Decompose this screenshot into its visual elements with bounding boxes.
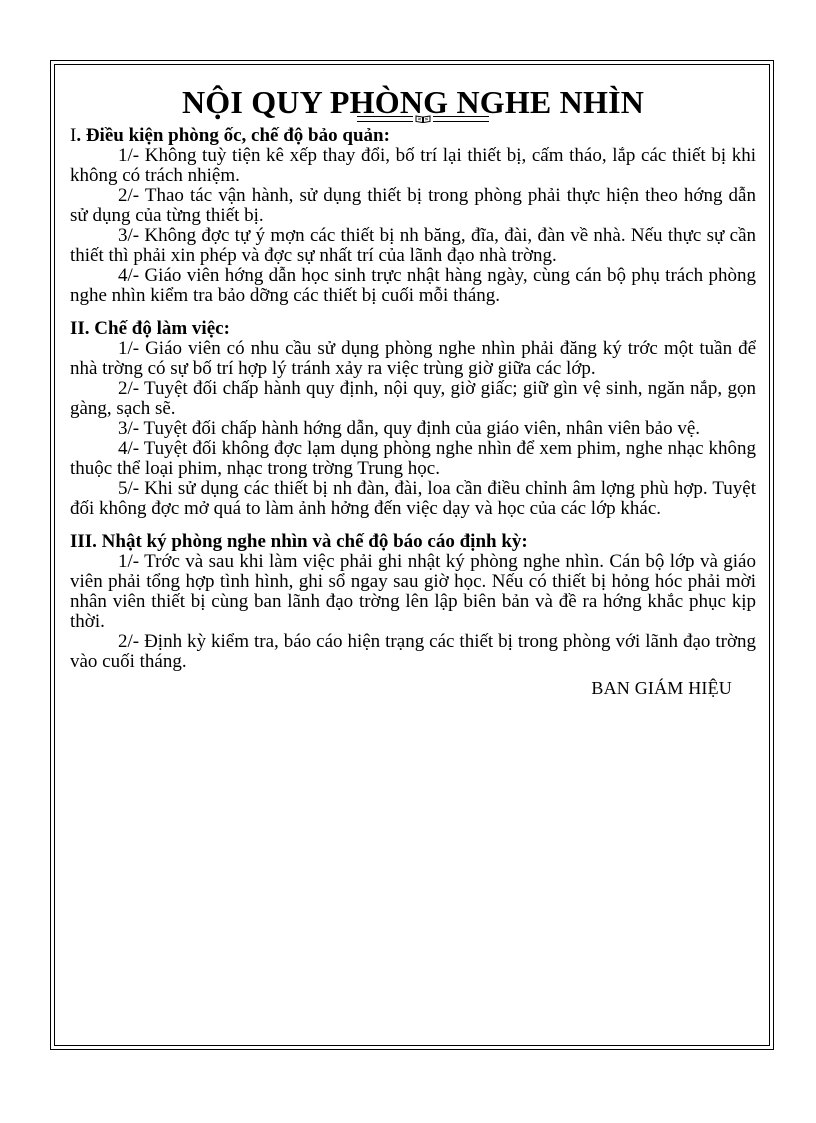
section-1-item-2: 2/- Thao tác vận hành, sử dụng thiết bị trong phòng phải thực hiện theo hớng dẫn sử dụng của từng thiết bị. (70, 185, 756, 226)
section-1-heading (70, 126, 756, 146)
section-3-heading: III. Nhật ký phòng nghe nhìn và chế độ báo cáo định kỳ: (70, 531, 528, 552)
section-1-item-1: 1/- Không tuỳ tiện kê xếp thay đổi, bố trí lại thiết bị, cấm tháo, lắp các thiết bị khi không có trách nhiệm. (70, 145, 756, 186)
ornament-line-left (357, 116, 413, 122)
section-1-item-4: 4/- Giáo viên hớng dẫn học sinh trực nhật hàng ngày, cùng cán bộ phụ trách phòng nghe nhìn kiểm tra bảo dỡng các thiết bị cuối mỗi tháng. (70, 265, 756, 306)
section-1-roman: I (70, 125, 77, 146)
document-title: NỘI QUY PHÒNG NGHE NHÌN (181, 84, 645, 120)
section-2-item-1: 1/- Giáo viên có nhu cầu sử dụng phòng nghe nhìn phải đăng ký trớc một tuần để nhà trờng có sự bố trí hợp lý tránh xảy ra việc trùng giờ giữa các lớp. (70, 338, 756, 379)
ornament-line-right (433, 116, 489, 122)
document-body (70, 84, 756, 698)
section-1-item-3: 3/- Không đợc tự ý mợn các thiết bị nh băng, đĩa, đài, đàn về nhà. Nếu thực sự cần thiết thì phải xin phép và đợc sự nhất trí của lãnh đạo nhà trờng. (70, 225, 756, 266)
section-2-item-2: 2/- Tuyệt đối chấp hành quy định, nội quy, giờ giấc; giữ gìn vệ sinh, ngăn nắp, gọn gàng, sạch sẽ. (70, 378, 756, 419)
section-2-item-4: 4/- Tuyệt đối không đợc lạm dụng phòng nghe nhìn để xem phim, nghe nhạc không thuộc thể loại phim, nhạc trong trờng Trung học. (70, 438, 756, 479)
book-icon (415, 115, 431, 123)
section-1-title: . Điều kiện phòng ốc, chế độ bảo quản: (76, 125, 390, 146)
section-2-heading: II. Chế độ làm việc: (70, 318, 230, 339)
section-2-item-5: 5/- Khi sử dụng các thiết bị nh đàn, đài, loa cần điều chỉnh âm lợng phù hợp. Tuyệt đối không đợc mở quá to làm ảnh hởng đến việc dạy và học của các lớp khác. (70, 478, 756, 519)
signature-block: BAN GIÁM HIỆU (591, 678, 732, 698)
section-3-item-1: 1/- Trớc và sau khi làm việc phải ghi nhật ký phòng nghe nhìn. Cán bộ lớp và giáo viên phải tổng hợp tình hình, ghi sổ ngay sau giờ học. Nếu có thiết bị hỏng hóc phải mời nhân viên thiết bị cùng ban lãnh đạo trờng lên lập biên bản và đề ra hớng khắc phục kịp thời. (70, 551, 756, 632)
section-2-item-3: 3/- Tuyệt đối chấp hành hớng dẫn, quy định của giáo viên, nhân viên bảo vệ. (118, 418, 701, 439)
section-3-item-2: 2/- Định kỳ kiểm tra, báo cáo hiện trạng các thiết bị trong phòng với lãnh đạo trờng vào cuối tháng. (70, 631, 756, 672)
